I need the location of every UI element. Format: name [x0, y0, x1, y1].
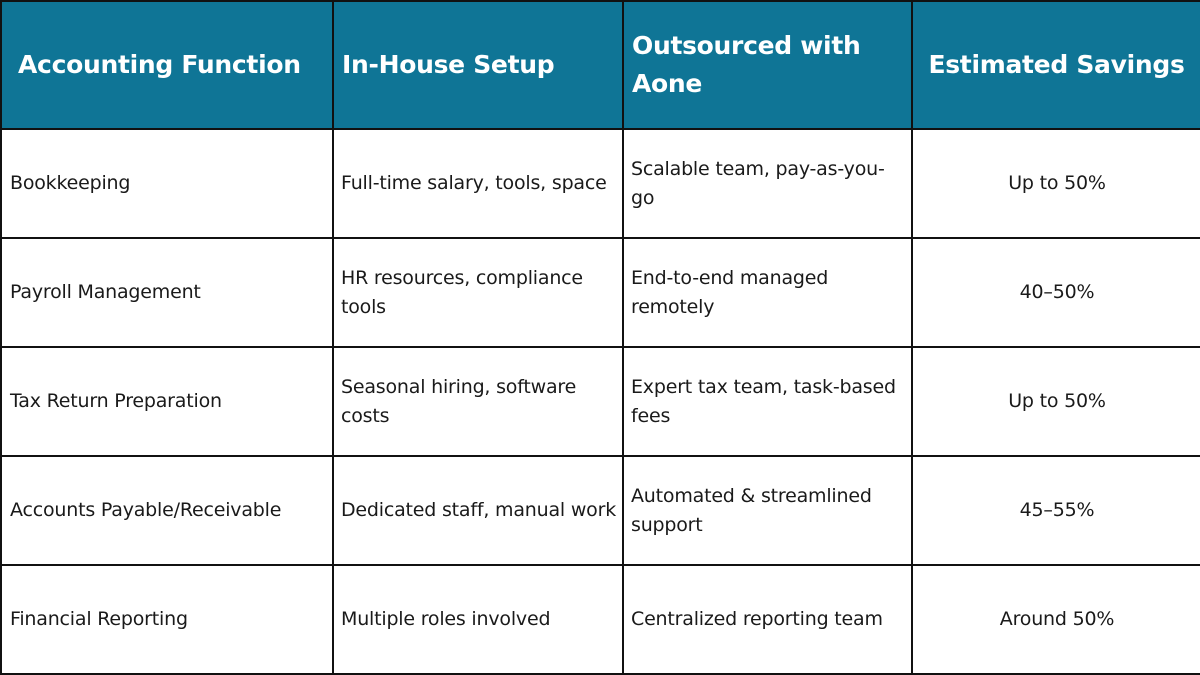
- table-body: [1, 129, 1200, 674]
- header-estimated-savings: Estimated Savings: [912, 1, 1200, 129]
- cell-in-house: HR resources, compliance tools: [333, 238, 623, 347]
- cell-savings: 45–55%: [912, 456, 1200, 565]
- cell-savings: Up to 50%: [912, 129, 1200, 238]
- cell-function: Bookkeeping: [1, 129, 333, 238]
- table-row: [1, 129, 1200, 238]
- cell-in-house: Multiple roles involved: [333, 565, 623, 674]
- table-row: [1, 565, 1200, 674]
- cell-savings: Around 50%: [912, 565, 1200, 674]
- cell-function: Accounts Payable/Receivable: [1, 456, 333, 565]
- header-in-house-setup: In-House Setup: [333, 1, 623, 129]
- table-header: [1, 1, 1200, 129]
- cell-in-house: Dedicated staff, manual work: [333, 456, 623, 565]
- cell-function: Payroll Management: [1, 238, 333, 347]
- table-row: [1, 456, 1200, 565]
- header-row: [1, 1, 1200, 129]
- cell-outsourced: End-to-end managed remotely: [623, 238, 912, 347]
- cell-function: Financial Reporting: [1, 565, 333, 674]
- cell-outsourced: Centralized reporting team: [623, 565, 912, 674]
- cell-in-house: Seasonal hiring, software costs: [333, 347, 623, 456]
- cell-outsourced: Scalable team, pay-as-you-go: [623, 129, 912, 238]
- cell-in-house: Full-time salary, tools, space: [333, 129, 623, 238]
- cell-savings: Up to 50%: [912, 347, 1200, 456]
- cell-outsourced: Automated & streamlined support: [623, 456, 912, 565]
- cell-outsourced: Expert tax team, task-based fees: [623, 347, 912, 456]
- table-row: [1, 347, 1200, 456]
- table-row: [1, 238, 1200, 347]
- header-outsourced-with-aone: Outsourced with Aone: [623, 1, 912, 129]
- cell-function: Tax Return Preparation: [1, 347, 333, 456]
- header-accounting-function: Accounting Function: [1, 1, 333, 129]
- cell-savings: 40–50%: [912, 238, 1200, 347]
